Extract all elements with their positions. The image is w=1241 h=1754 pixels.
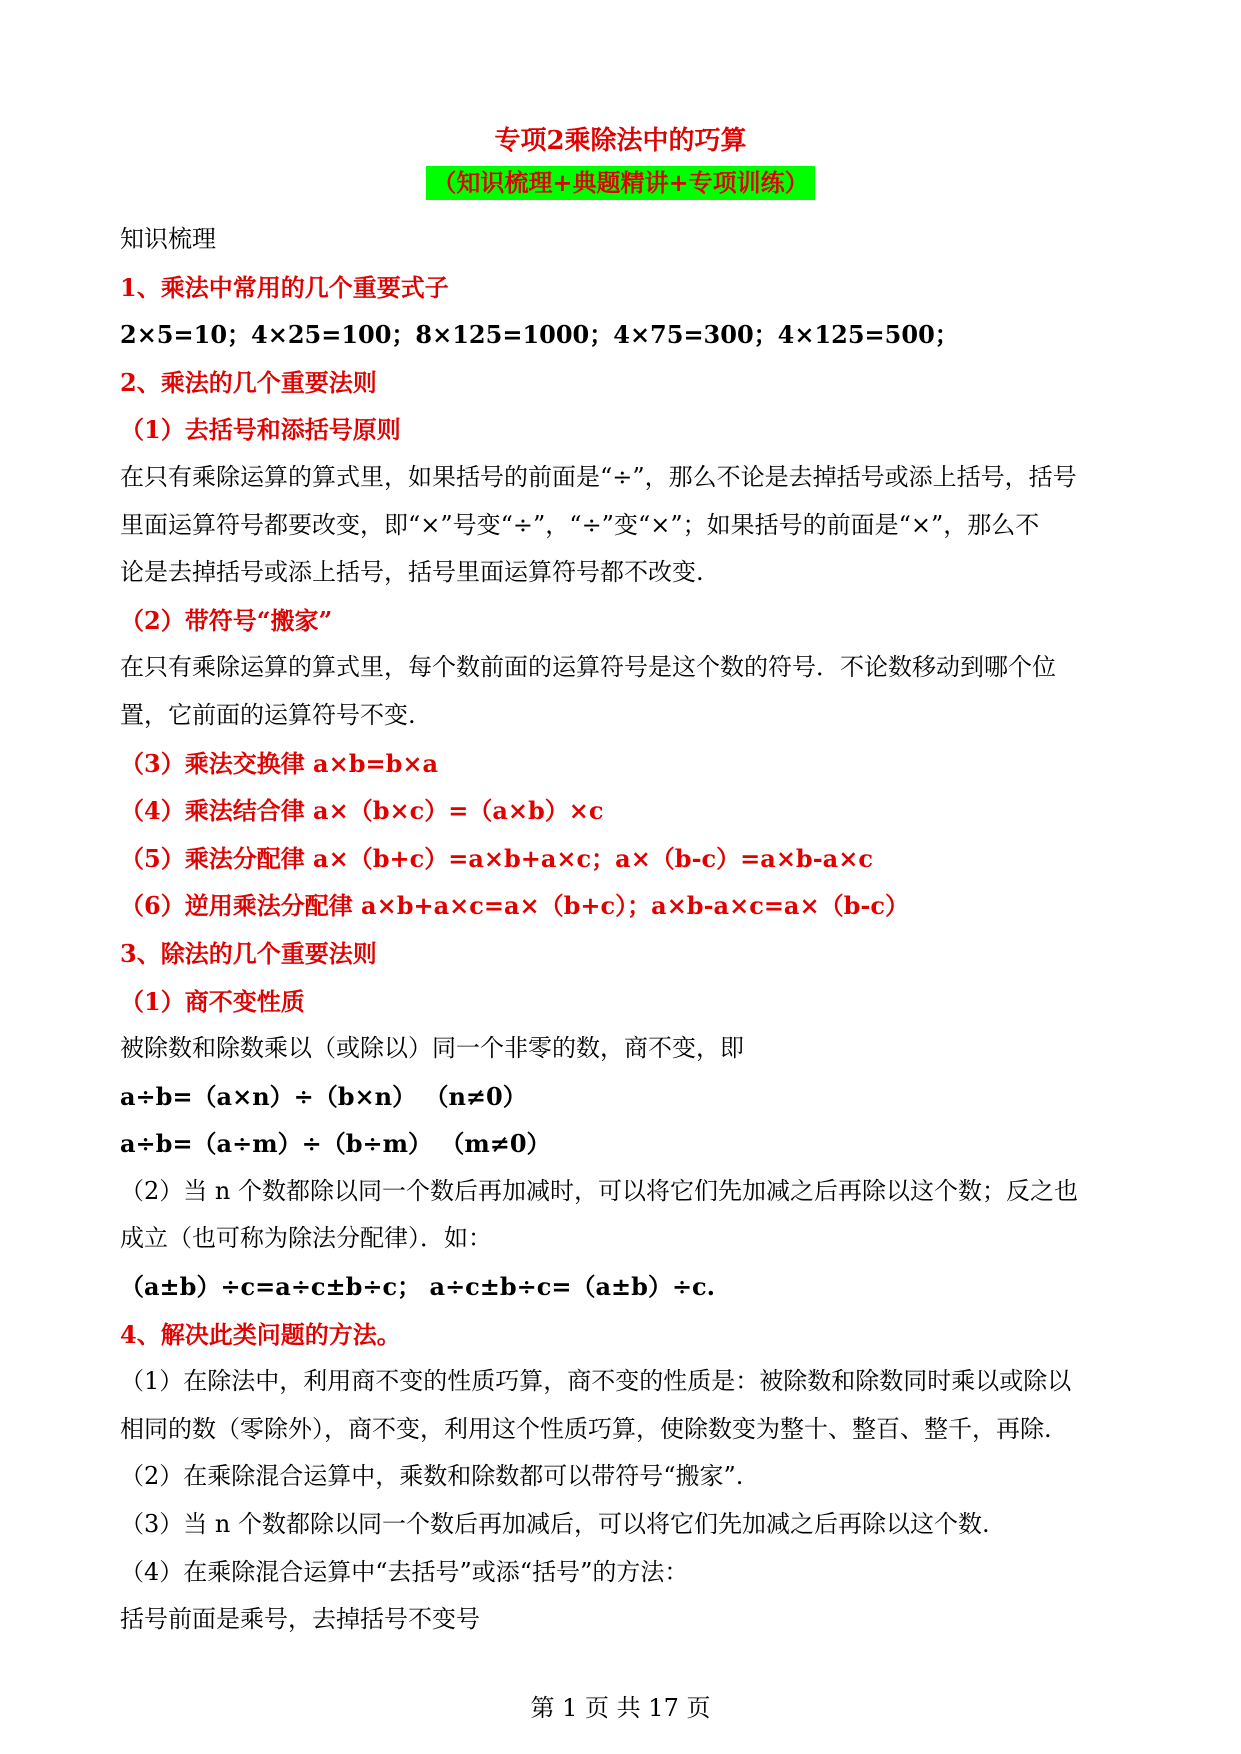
text-line: 2×5=10；4×25=100；8×125=1000；4×75=300；4×125=500； bbox=[120, 320, 959, 350]
text-line: （4）在乘除混合运算中“去括号”或添“括号”的方法： bbox=[120, 1557, 689, 1586]
text-line: （3）当 n 个数都除以同一个数后再加减后，可以将它们先加减之后再除以这个数. bbox=[120, 1510, 990, 1539]
document-body bbox=[120, 216, 1130, 1644]
section-heading: （4）乘法结合律 a×（b×c）=（a×b）×c bbox=[120, 796, 604, 826]
text-line: 里面运算符号都要改变，即“×”号变“÷”，“÷”变“×”；如果括号的前面是“×”，那么不 bbox=[120, 510, 1040, 539]
text-line: 在只有乘除运算的算式里，如果括号的前面是“÷”，那么不论是去掉括号或添上括号，括号 bbox=[120, 462, 1077, 491]
text-line: 论是去掉括号或添上括号，括号里面运算符号都不改变. bbox=[120, 558, 704, 587]
section-heading: 3、除法的几个重要法则 bbox=[120, 938, 377, 968]
section-heading: 1、乘法中常用的几个重要式子 bbox=[120, 272, 449, 302]
section-heading: （6）逆用乘法分配律 a×b+a×c=a×（b+c）；a×b-a×c=a×（b-c） bbox=[120, 891, 909, 921]
section-heading: （1）去括号和添括号原则 bbox=[120, 415, 401, 445]
text-line: 置，它前面的运算符号不变. bbox=[120, 700, 416, 729]
page-footer: 第 1 页 共 17 页 bbox=[530, 1694, 711, 1722]
text-line: 知识梳理 bbox=[120, 225, 216, 253]
text-line: 相同的数（零除外），商不变，利用这个性质巧算，使除数变为整十、整百、整千，再除. bbox=[120, 1414, 1052, 1443]
text-line: （a±b）÷c=a÷c±b÷c； a÷c±b÷c=（a±b）÷c. bbox=[120, 1272, 716, 1302]
text-line: 括号前面是乘号，去掉括号不变号 bbox=[120, 1605, 480, 1634]
text-line: （2）当 n 个数都除以同一个数后再加减时，可以将它们先加减之后再除以这个数；反之也 bbox=[120, 1176, 1078, 1205]
subtitle-wrapper bbox=[0, 166, 1241, 200]
section-heading: （3）乘法交换律 a×b=b×a bbox=[120, 748, 439, 778]
section-heading: （2）带符号“搬家” bbox=[120, 605, 333, 635]
text-line: （2）在乘除混合运算中，乘数和除数都可以带符号“搬家”. bbox=[120, 1462, 744, 1491]
text-line: （1）在除法中，利用商不变的性质巧算，商不变的性质是：被除数和除数同时乘以或除以 bbox=[120, 1367, 1072, 1396]
text-line: 被除数和除数乘以（或除以）同一个非零的数，商不变，即 bbox=[120, 1034, 744, 1063]
text-line: 成立（也可称为除法分配律）．如： bbox=[120, 1224, 492, 1253]
section-heading: 2、乘法的几个重要法则 bbox=[120, 367, 377, 397]
section-heading: 4、解决此类问题的方法。 bbox=[120, 1319, 401, 1349]
text-line: a÷b=（a÷m）÷（b÷m） （m≠0） bbox=[120, 1129, 551, 1159]
section-heading: （5）乘法分配律 a×（b+c）=a×b+a×c；a×（b-c）=a×b-a×c bbox=[120, 843, 873, 873]
text-line: a÷b=（a×n）÷（b×n） （n≠0） bbox=[120, 1081, 527, 1111]
section-heading: （1）商不变性质 bbox=[120, 986, 305, 1016]
page-title: 专项2乘除法中的巧算 bbox=[494, 126, 747, 156]
page-subtitle: （知识梳理+典题精讲+专项训练） bbox=[426, 166, 814, 200]
text-line: 在只有乘除运算的算式里，每个数前面的运算符号是这个数的符号．不论数移动到哪个位 bbox=[120, 653, 1056, 682]
